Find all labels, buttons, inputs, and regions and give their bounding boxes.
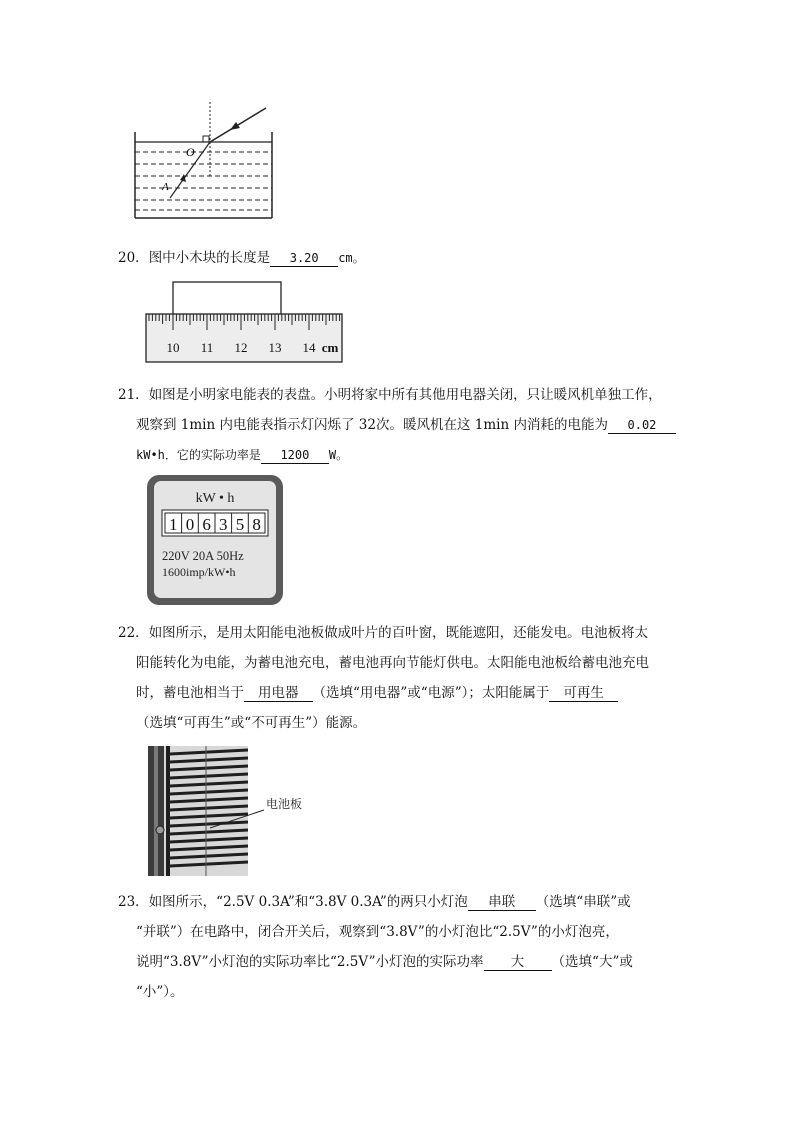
answer-blank: 串联 xyxy=(468,894,536,911)
question-text: 图中小木块的长度是 xyxy=(148,250,271,266)
answer-blank: 用电器 xyxy=(244,685,313,702)
battery-panel-label: 电池板 xyxy=(266,797,303,811)
answer-blank: 3.20 xyxy=(270,250,338,267)
ruler-figure xyxy=(144,280,344,366)
question-text: kW•h．它的实际功率是 xyxy=(136,448,261,462)
meter-spec-imp: 1600imp/kW•h xyxy=(162,565,236,579)
question-number: 21． xyxy=(118,387,149,403)
meter-digit: 3 xyxy=(219,515,228,534)
ruler-tick-label: 10 xyxy=(166,340,180,355)
question-21 xyxy=(118,380,676,470)
meter-digit: 8 xyxy=(252,515,261,534)
question-text: （选填“大”或 xyxy=(551,954,633,970)
answer-blank: 大 xyxy=(484,954,552,971)
answer-blank: 1200 xyxy=(261,447,329,464)
meter-spec-rating: 220V 20A 50Hz xyxy=(162,549,244,563)
meter-digit: 6 xyxy=(202,515,211,534)
question-text: （选填“可再生”或“不可再生”）能源。 xyxy=(136,715,367,731)
question-text: 观察到 1min 内电能表指示灯闪烁了 32次。暖风机在这 1min 内消耗的电能为 xyxy=(136,417,608,433)
unit-text: W。 xyxy=(328,448,349,462)
question-23 xyxy=(118,887,633,1007)
ruler-tick-label: 13 xyxy=(268,340,282,355)
question-22 xyxy=(118,618,649,738)
question-text: 说明“3.8V”小灯泡的实际功率比“2.5V”小灯泡的实际功率 xyxy=(136,954,484,970)
question-text: 如图所示，是用太阳能电池板做成叶片的百叶窗，既能遮阳，还能发电。电池板将太 xyxy=(148,625,649,641)
question-text: “小”）。 xyxy=(136,984,184,1000)
question-text: （选填“串联”或 xyxy=(535,894,631,910)
meter-digit: 0 xyxy=(185,515,195,534)
energy-meter-figure xyxy=(146,474,284,606)
question-text: （选填“用电器”或“电源”）；太阳能属于 xyxy=(312,685,550,701)
unit-text: cm。 xyxy=(338,251,365,265)
question-number: 23． xyxy=(118,894,149,910)
question-number: 22． xyxy=(118,625,149,641)
point-a-label: A xyxy=(162,181,169,193)
ruler-tick-label: 12 xyxy=(234,340,248,355)
question-20 xyxy=(118,243,365,273)
ruler-tick-label: 11 xyxy=(200,340,214,355)
question-text: 阳能转化为电能，为蓄电池充电，蓄电池再向节能灯供电。太阳能电池板给蓄电池充电 xyxy=(136,655,649,671)
answer-blank: 可再生 xyxy=(549,685,618,702)
question-number: 20． xyxy=(118,250,149,266)
question-text: 如图所示，“2.5V 0.3A”和“3.8V 0.3A”的两只小灯泡 xyxy=(148,894,468,910)
point-o-label: O xyxy=(186,145,195,159)
question-text: 时，蓄电池相当于 xyxy=(136,685,244,701)
answer-blank: 0.02 xyxy=(608,417,676,434)
meter-digit: 1 xyxy=(169,515,178,534)
refraction-figure xyxy=(130,100,280,228)
meter-digit: 5 xyxy=(235,515,245,534)
question-text: “并联”）在电路中，闭合开关后，观察到“3.8V”的小灯泡比“2.5V”的小灯泡亮， xyxy=(136,924,619,940)
question-text: 如图是小明家电能表的表盘。小明将家中所有其他用电器关闭，只让暖风机单独工作， xyxy=(148,387,662,403)
solar-blinds-figure xyxy=(148,746,348,876)
ruler-tick-label: 14 xyxy=(302,340,316,355)
meter-unit-label: kW • h xyxy=(195,491,235,506)
ruler-unit-label: cm xyxy=(321,340,339,355)
